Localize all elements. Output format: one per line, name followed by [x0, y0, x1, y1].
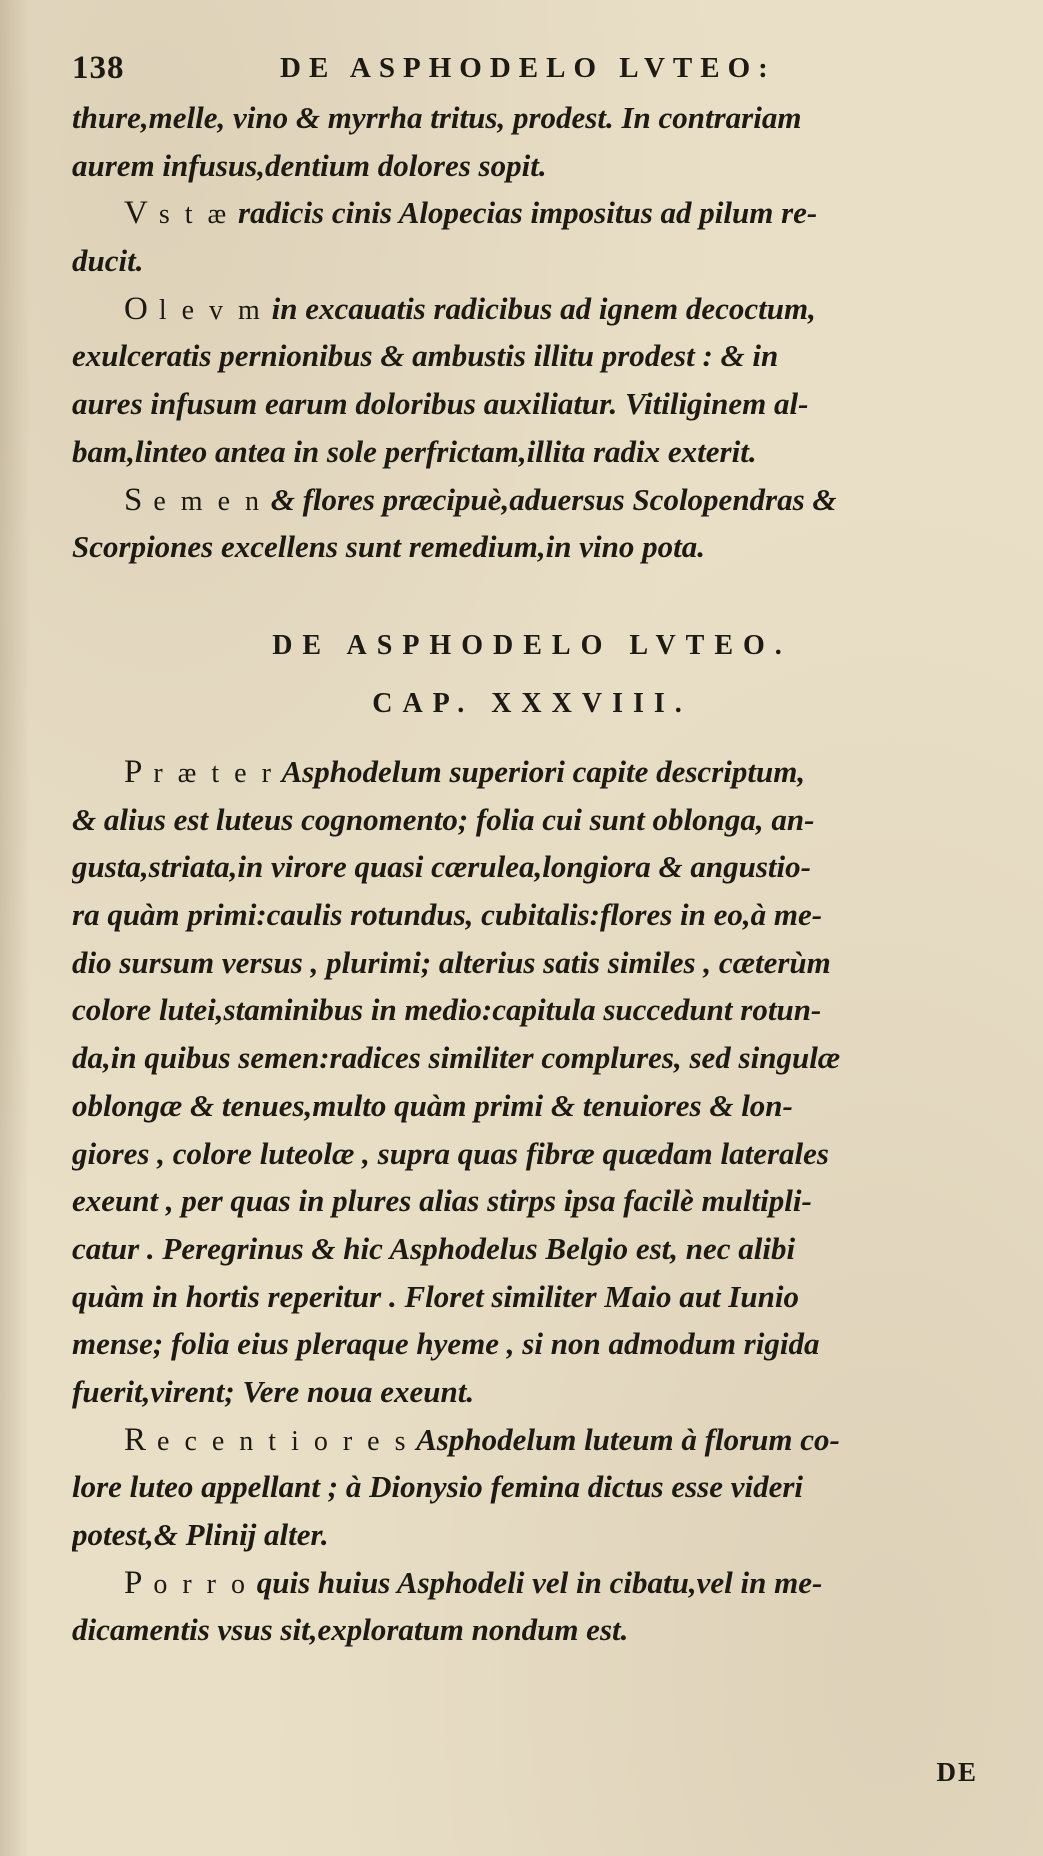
- initial-capital: S: [124, 481, 143, 518]
- text-line: [72, 1606, 992, 1654]
- line-text: & flores præcipuè,aduersus Scolopendras &: [263, 481, 837, 517]
- line-text: ducit.: [72, 243, 144, 279]
- text-line: [72, 1368, 992, 1416]
- line-text: da,in quibus semen:radices similiter complures, sed singulæ: [72, 1040, 841, 1076]
- line-text: in excauatis radicibus ad ignem decoctum,: [263, 290, 816, 326]
- small-caps-lead: e c e n t i o r e s: [146, 1425, 410, 1457]
- text-line: [72, 1511, 992, 1559]
- small-caps-lead: r æ t e r: [142, 758, 275, 789]
- page-edge-shadow: [0, 0, 30, 1856]
- line-text: colore lutei,staminibus in medio:capitula succedunt rotun-: [72, 992, 822, 1028]
- line-text: radicis cinis Alopecias impositus ad pilum re-: [230, 195, 818, 231]
- line-text: aurem infusus,dentium dolores sopit.: [72, 147, 547, 183]
- line-text: exulceratis pernionibus & ambustis illitu prodest : & in: [72, 338, 779, 374]
- text-line: [72, 476, 992, 524]
- line-text: quis huius Asphodeli vel in cibatu,vel in me-: [249, 1564, 823, 1600]
- text-line: [72, 843, 992, 891]
- initial-capital: P: [124, 1564, 143, 1601]
- text-line: [72, 1463, 992, 1511]
- text-line: [72, 1130, 992, 1178]
- line-text: ra quàm primi:caulis rotundus, cubitalis:flores in eo,à me-: [72, 897, 823, 933]
- small-caps-lead: o r r o: [142, 1568, 250, 1600]
- line-text: fuerit,virent; Vere noua exeunt.: [72, 1373, 475, 1409]
- line-text: dio sursum versus , plurimi; alterius satis similes , cæterùm: [72, 944, 831, 980]
- chapter-title: DE ASPHODELO LVTEO.: [272, 630, 792, 661]
- line-text: lore luteo appellant ; à Dionysio femina dictus esse videri: [72, 1469, 804, 1505]
- line-text: catur . Peregrinus & hic Asphodelus Belgio est, nec alibi: [72, 1230, 796, 1266]
- text-line: [72, 1082, 992, 1130]
- text-line: [72, 1273, 992, 1321]
- text-line: [72, 891, 992, 939]
- line-text: aures infusum earum doloribus auxiliatur. Vitiliginem al-: [72, 386, 809, 422]
- text-line: [72, 94, 992, 142]
- text-line: [72, 189, 992, 237]
- text-line: [72, 1559, 992, 1607]
- small-caps-lead: l e v m: [147, 294, 264, 326]
- line-text: bam,linteo antea in sole perfrictam,illita radix exterit.: [72, 433, 757, 469]
- initial-capital: P: [124, 754, 143, 790]
- line-text: Asphodelum superiori capite descriptum,: [274, 754, 806, 789]
- text-line: [72, 428, 992, 476]
- text-line: [72, 1177, 992, 1225]
- initial-capital: R: [124, 1421, 147, 1458]
- line-text: potest,& Plinij alter.: [72, 1517, 329, 1552]
- line-text: mense; folia eius pleraque hyeme , si non admodum rigida: [72, 1326, 820, 1362]
- small-caps-lead: e m e n: [142, 485, 263, 517]
- text-line: [72, 285, 992, 333]
- text-line: [72, 1034, 992, 1082]
- text-line: [72, 1225, 992, 1273]
- text-line: [72, 142, 992, 190]
- text-block-chapter: [72, 748, 992, 1654]
- line-text: giores , colore luteolæ , supra quas fibræ quædam laterales: [72, 1135, 829, 1171]
- initial-capital: V: [124, 195, 148, 232]
- text-line: [72, 748, 992, 796]
- small-caps-lead: s t æ: [147, 199, 231, 231]
- page-number: 138: [72, 50, 125, 86]
- line-text: & alius est luteus cognomento; folia cui sunt oblonga, an-: [72, 801, 815, 837]
- running-title: DE ASPHODELO LVTEO:: [280, 52, 776, 84]
- text-line: [72, 380, 992, 428]
- text-line: [72, 939, 992, 987]
- line-text: quàm in hortis reperitur . Floret similiter Maio aut Iunio: [72, 1278, 799, 1314]
- text-block-olevm: [72, 94, 992, 571]
- text-line: [72, 1320, 992, 1368]
- text-line: [72, 1416, 992, 1464]
- running-head: [72, 50, 992, 100]
- line-text: Scorpiones excellens sunt remedium,in vino pota.: [72, 529, 705, 565]
- chapter-number: CAP. XXXVIII.: [372, 688, 692, 719]
- text-line: [72, 523, 992, 571]
- text-line: [72, 332, 992, 380]
- initial-capital: O: [124, 290, 148, 327]
- text-line: [72, 237, 992, 285]
- text-line: [72, 796, 992, 844]
- line-text: dicamentis vsus sit,exploratum nondum est.: [72, 1612, 629, 1648]
- line-text: Asphodelum luteum à florum co-: [409, 1421, 840, 1457]
- line-text: gusta,striata,in virore quasi cærulea,longiora & angustio-: [72, 849, 811, 885]
- line-text: oblongæ & tenues,multo quàm primi & tenuiores & lon-: [72, 1087, 793, 1123]
- line-text: thure,melle, vino & myrrha tritus, prodest. In contrariam: [72, 100, 802, 135]
- text-line: [72, 986, 992, 1034]
- catchword: DE: [936, 1757, 978, 1787]
- line-text: exeunt , per quas in plures alias stirps ipsa facilè multipli-: [72, 1183, 812, 1219]
